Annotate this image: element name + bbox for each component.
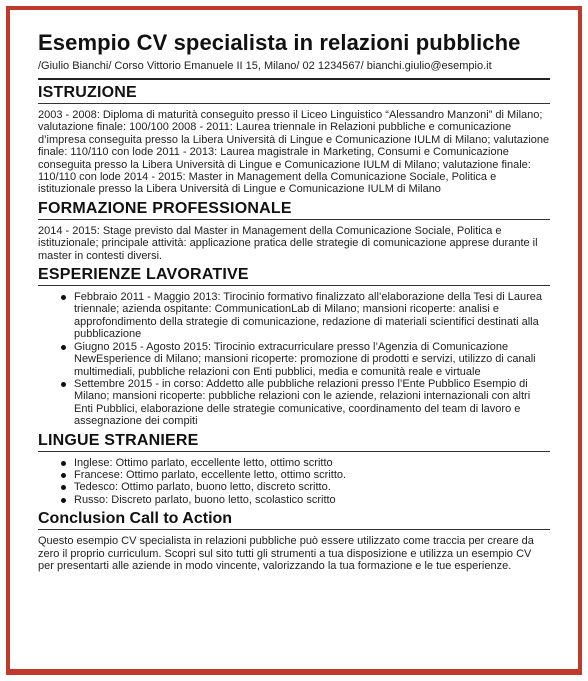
- bullet-icon: [61, 295, 66, 300]
- section-divider: [38, 529, 550, 530]
- list-item: [74, 457, 550, 469]
- bullet-icon: [61, 498, 66, 503]
- list-item-text: Francese: Ottimo parlato, eccellente letto, ottimo scritto.: [74, 468, 347, 481]
- bullet-icon: [61, 485, 66, 490]
- section-esperienze: [38, 266, 550, 427]
- section-heading-lingue: LINGUE STRANIERE: [38, 431, 199, 449]
- list-item: [74, 291, 550, 341]
- list-item-text: Tedesco: Ottimo parlato, buono letto, discreto scritto.: [74, 481, 331, 494]
- section-divider: [38, 219, 550, 220]
- conclusion-text: Questo esempio CV specialista in relazioni pubbliche può essere utilizzato come traccia per creare da zero il proprio curriculum. Scopri sul sito tutti gli strumenti a tua disposizione e utilizza un esempio CV per presentarti alle aziende in modo vincente, valorizzando la tua formazione e le tue esperienze.: [38, 535, 534, 572]
- list-item-text: Giugno 2015 - Agosto 2015: Tirocinio extracurriculare presso l’Agenzia di Comunicazione NewEsperience di Milano; mansioni ricoperte: promozione di prodotti e servizi, utilizzo di canali multimediali, pubbliche relazioni con Enti pubblici, media e comunità reale e virtuale: [74, 340, 536, 378]
- section-heading-conclusion: Conclusion Call to Action: [38, 510, 233, 528]
- esperienze-list: [38, 291, 550, 427]
- section-heading-esperienze: ESPERIENZE LAVORATIVE: [38, 266, 249, 284]
- section-divider: [38, 103, 550, 104]
- title-divider: [38, 78, 550, 80]
- list-item: [74, 469, 550, 481]
- bullet-icon: [61, 345, 66, 350]
- section-heading-istruzione: ISTRUZIONE: [38, 84, 137, 101]
- list-item: [74, 481, 550, 493]
- contact-info: /Giulio Bianchi/ Corso Vittorio Emanuele II 15, Milano/ 02 1234567/ bianchi.giulio@esempio.it: [38, 60, 492, 72]
- section-formazione: [38, 200, 550, 262]
- section-lingue: [38, 432, 550, 507]
- bullet-icon: [61, 461, 66, 466]
- lingue-list: [38, 457, 550, 507]
- bullet-icon: [61, 473, 66, 478]
- section-divider: [38, 451, 550, 452]
- istruzione-text: 2003 - 2008: Diploma di maturità conseguito presso il Liceo Linguistico “Alessandro Manzoni” di Milano; valutazione finale: 100/100 2008 - 2011: Laurea triennale in Relazioni pubbliche e comunicazione d’impresa conseguita presso la Libera Università di Lingue e Comunicazione IULM di Milano; valutazione finale: 110/110 con lode 2011 - 2013: Laurea magistrale in Marketing, Consumi e Comunicazione conseguita presso la Libera Università di Lingue e Comunicazione IULM di Milano; valutazione finale: 110/110 con lode 2014 - 2015: Master in Management della Comunicazione Sociale, Politica e istituzionale presso la Libera Università di Lingue e Comunicazione IULM di Milano: [38, 109, 550, 196]
- section-divider: [38, 285, 550, 286]
- list-item: [74, 341, 550, 378]
- document-title: Esempio CV specialista in relazioni pubbliche: [38, 30, 521, 55]
- section-conclusion: [38, 510, 550, 572]
- list-item-text: Russo: Discreto parlato, buono letto, scolastico scritto: [74, 493, 336, 506]
- list-item: [74, 378, 550, 428]
- bullet-icon: [61, 382, 66, 387]
- list-item: [74, 494, 550, 506]
- list-item-text: Settembre 2015 - in corso: Addetto alle pubbliche relazioni presso l’Ente Pubblico Esempio di Milano; mansioni ricoperte: pubbliche relazioni con le aziende, relazioni internazionali con altri Enti Pubblici, elaborazione delle strategie comunicative, coordinamento del team di lavoro e assegnazione dei compiti: [74, 377, 531, 428]
- formazione-text: 2014 - 2015: Stage previsto dal Master in Management della Comunicazione Sociale, Politica e istituzionale; principale attività: applicazione pratica delle strategie di comunicazione apprese durante il master in contesti diversi.: [38, 224, 538, 262]
- list-item-text: Febbraio 2011 - Maggio 2013: Tirocinio formativo finalizzato all’elaborazione della Tesi di Laurea triennale; azienda ospitante: CommunicationLab di Milano; mansioni ricoperte: analisi e approfondimento della strategie di comunicazione, redazione di materiali scientifici destinati alla pubblicazione: [74, 291, 542, 341]
- section-istruzione: [38, 84, 550, 196]
- cv-document: [38, 30, 550, 574]
- section-heading-formazione: FORMAZIONE PROFESSIONALE: [38, 199, 292, 217]
- list-item-text: Inglese: Ottimo parlato, eccellente letto, ottimo scritto: [74, 456, 333, 469]
